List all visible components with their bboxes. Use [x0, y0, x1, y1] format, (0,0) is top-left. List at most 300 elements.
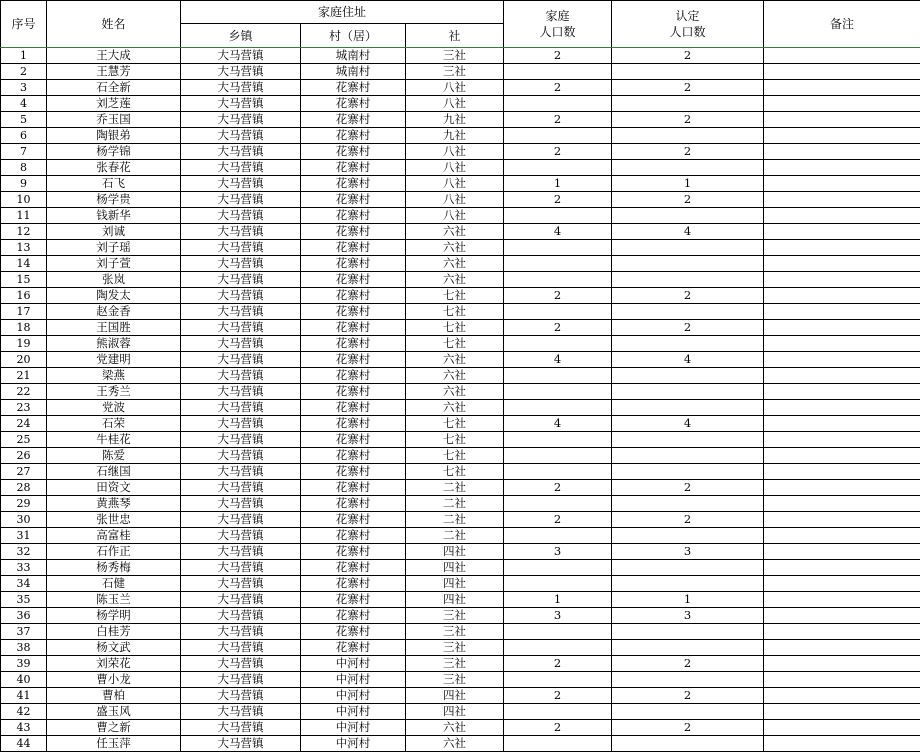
cell-town: 大马营镇: [181, 336, 301, 352]
cell-town: 大马营镇: [181, 96, 301, 112]
cell-village: 中河村: [301, 720, 406, 736]
cell-name: 乔玉国: [47, 112, 181, 128]
cell-household-count: 3: [504, 608, 612, 624]
cell-society: 七社: [406, 448, 504, 464]
cell-society: 八社: [406, 96, 504, 112]
cell-name: 刘芝莲: [47, 96, 181, 112]
header-household-line2: 人口数: [539, 25, 576, 39]
cell-household-count: [504, 464, 612, 480]
cell-seq: 32: [1, 544, 47, 560]
header-society: 社: [406, 24, 504, 48]
table-row: [1, 528, 920, 544]
cell-household-count: 2: [504, 80, 612, 96]
cell-village: 中河村: [301, 672, 406, 688]
cell-seq: 21: [1, 368, 47, 384]
cell-village: 花寨村: [301, 576, 406, 592]
cell-seq: 24: [1, 416, 47, 432]
cell-seq: 44: [1, 736, 47, 752]
cell-remark: [764, 432, 920, 448]
cell-certified-count: [612, 128, 764, 144]
cell-name: 高富桂: [47, 528, 181, 544]
cell-village: 花寨村: [301, 640, 406, 656]
table-row: [1, 48, 920, 64]
cell-society: 六社: [406, 256, 504, 272]
cell-village: 花寨村: [301, 288, 406, 304]
cell-society: 六社: [406, 368, 504, 384]
cell-seq: 39: [1, 656, 47, 672]
cell-seq: 14: [1, 256, 47, 272]
table-row: [1, 464, 920, 480]
cell-society: 七社: [406, 464, 504, 480]
cell-village: 城南村: [301, 48, 406, 64]
cell-remark: [764, 96, 920, 112]
cell-household-count: 2: [504, 144, 612, 160]
cell-society: 八社: [406, 192, 504, 208]
cell-household-count: [504, 432, 612, 448]
cell-name: 梁燕: [47, 368, 181, 384]
cell-town: 大马营镇: [181, 288, 301, 304]
cell-name: 刘荣花: [47, 656, 181, 672]
cell-certified-count: [612, 208, 764, 224]
cell-certified-count: 2: [612, 80, 764, 96]
cell-name: 党波: [47, 400, 181, 416]
cell-society: 七社: [406, 432, 504, 448]
table-row: [1, 176, 920, 192]
cell-certified-count: [612, 464, 764, 480]
cell-remark: [764, 336, 920, 352]
table-row: [1, 560, 920, 576]
cell-household-count: [504, 96, 612, 112]
table-row: [1, 384, 920, 400]
cell-society: 七社: [406, 304, 504, 320]
cell-village: 中河村: [301, 656, 406, 672]
cell-society: 六社: [406, 352, 504, 368]
cell-society: 七社: [406, 288, 504, 304]
cell-village: 花寨村: [301, 624, 406, 640]
cell-village: 花寨村: [301, 224, 406, 240]
cell-village: 花寨村: [301, 192, 406, 208]
cell-seq: 19: [1, 336, 47, 352]
cell-seq: 36: [1, 608, 47, 624]
cell-name: 石全新: [47, 80, 181, 96]
cell-name: 张岚: [47, 272, 181, 288]
cell-household-count: [504, 240, 612, 256]
cell-seq: 3: [1, 80, 47, 96]
cell-name: 石飞: [47, 176, 181, 192]
cell-seq: 16: [1, 288, 47, 304]
header-village: 村（居）: [301, 24, 406, 48]
cell-certified-count: 2: [612, 720, 764, 736]
cell-household-count: [504, 704, 612, 720]
table-row: [1, 720, 920, 736]
table-row: [1, 352, 920, 368]
cell-name: 陈爱: [47, 448, 181, 464]
cell-certified-count: [612, 240, 764, 256]
header-seq: 序号: [1, 1, 47, 48]
cell-name: 陶发太: [47, 288, 181, 304]
cell-village: 花寨村: [301, 304, 406, 320]
cell-name: 刘子瑶: [47, 240, 181, 256]
cell-society: 三社: [406, 656, 504, 672]
cell-village: 花寨村: [301, 512, 406, 528]
cell-certified-count: [612, 560, 764, 576]
cell-household-count: [504, 576, 612, 592]
cell-town: 大马营镇: [181, 320, 301, 336]
cell-town: 大马营镇: [181, 352, 301, 368]
cell-remark: [764, 224, 920, 240]
cell-remark: [764, 720, 920, 736]
cell-society: 二社: [406, 480, 504, 496]
cell-certified-count: 2: [612, 480, 764, 496]
header-household-count: [504, 1, 612, 48]
table-row: [1, 272, 920, 288]
cell-name: 赵金香: [47, 304, 181, 320]
cell-society: 六社: [406, 736, 504, 752]
cell-certified-count: [612, 304, 764, 320]
cell-name: 白桂芳: [47, 624, 181, 640]
cell-household-count: 2: [504, 192, 612, 208]
cell-village: 花寨村: [301, 464, 406, 480]
cell-society: 九社: [406, 112, 504, 128]
cell-name: 张世忠: [47, 512, 181, 528]
cell-society: 二社: [406, 528, 504, 544]
table-row: [1, 256, 920, 272]
cell-village: 花寨村: [301, 128, 406, 144]
cell-society: 六社: [406, 720, 504, 736]
cell-town: 大马营镇: [181, 576, 301, 592]
cell-certified-count: [612, 624, 764, 640]
cell-seq: 22: [1, 384, 47, 400]
cell-seq: 25: [1, 432, 47, 448]
cell-household-count: [504, 304, 612, 320]
table-row: [1, 512, 920, 528]
cell-remark: [764, 208, 920, 224]
cell-name: 陶银弟: [47, 128, 181, 144]
cell-seq: 33: [1, 560, 47, 576]
table-row: [1, 640, 920, 656]
cell-society: 八社: [406, 144, 504, 160]
cell-certified-count: [612, 272, 764, 288]
table-row: [1, 96, 920, 112]
cell-certified-count: [612, 64, 764, 80]
table-row: [1, 64, 920, 80]
cell-society: 四社: [406, 576, 504, 592]
cell-town: 大马营镇: [181, 688, 301, 704]
cell-remark: [764, 592, 920, 608]
cell-seq: 26: [1, 448, 47, 464]
header-row-top: [1, 1, 920, 24]
cell-certified-count: 2: [612, 288, 764, 304]
cell-village: 花寨村: [301, 528, 406, 544]
cell-village: 花寨村: [301, 80, 406, 96]
cell-certified-count: 3: [612, 608, 764, 624]
cell-town: 大马营镇: [181, 368, 301, 384]
cell-village: 中河村: [301, 704, 406, 720]
cell-town: 大马营镇: [181, 608, 301, 624]
cell-town: 大马营镇: [181, 128, 301, 144]
cell-society: 六社: [406, 400, 504, 416]
cell-name: 石健: [47, 576, 181, 592]
cell-name: 王国胜: [47, 320, 181, 336]
cell-remark: [764, 544, 920, 560]
cell-household-count: 2: [504, 720, 612, 736]
cell-village: 花寨村: [301, 96, 406, 112]
table-body: [1, 48, 920, 752]
cell-name: 刘诚: [47, 224, 181, 240]
cell-village: 花寨村: [301, 432, 406, 448]
cell-certified-count: [612, 96, 764, 112]
cell-household-count: [504, 64, 612, 80]
table-row: [1, 448, 920, 464]
cell-household-count: [504, 128, 612, 144]
cell-society: 四社: [406, 560, 504, 576]
cell-remark: [764, 144, 920, 160]
cell-remark: [764, 416, 920, 432]
table-row: [1, 112, 920, 128]
cell-village: 花寨村: [301, 256, 406, 272]
cell-certified-count: [612, 432, 764, 448]
cell-household-count: 2: [504, 656, 612, 672]
cell-society: 八社: [406, 160, 504, 176]
table-row: [1, 336, 920, 352]
cell-household-count: 1: [504, 176, 612, 192]
cell-household-count: [504, 400, 612, 416]
cell-seq: 23: [1, 400, 47, 416]
cell-household-count: [504, 496, 612, 512]
table-row: [1, 400, 920, 416]
cell-town: 大马营镇: [181, 560, 301, 576]
cell-society: 六社: [406, 240, 504, 256]
cell-town: 大马营镇: [181, 304, 301, 320]
cell-remark: [764, 624, 920, 640]
cell-household-count: 3: [504, 544, 612, 560]
cell-seq: 38: [1, 640, 47, 656]
cell-remark: [764, 704, 920, 720]
table-row: [1, 496, 920, 512]
table-row: [1, 736, 920, 752]
cell-remark: [764, 256, 920, 272]
cell-seq: 20: [1, 352, 47, 368]
cell-household-count: 4: [504, 352, 612, 368]
table-row: [1, 576, 920, 592]
cell-village: 花寨村: [301, 384, 406, 400]
cell-name: 曹小龙: [47, 672, 181, 688]
cell-town: 大马营镇: [181, 480, 301, 496]
cell-town: 大马营镇: [181, 496, 301, 512]
cell-society: 九社: [406, 128, 504, 144]
cell-name: 石作正: [47, 544, 181, 560]
cell-town: 大马营镇: [181, 432, 301, 448]
cell-household-count: 4: [504, 416, 612, 432]
cell-remark: [764, 288, 920, 304]
cell-society: 八社: [406, 176, 504, 192]
cell-certified-count: 2: [612, 656, 764, 672]
cell-society: 七社: [406, 416, 504, 432]
cell-town: 大马营镇: [181, 256, 301, 272]
cell-remark: [764, 64, 920, 80]
table-row: [1, 240, 920, 256]
header-household-line1: 家庭: [545, 9, 570, 23]
cell-town: 大马营镇: [181, 656, 301, 672]
cell-certified-count: [612, 256, 764, 272]
table-row: [1, 672, 920, 688]
cell-remark: [764, 272, 920, 288]
cell-village: 花寨村: [301, 176, 406, 192]
cell-certified-count: [612, 384, 764, 400]
cell-town: 大马营镇: [181, 240, 301, 256]
cell-seq: 42: [1, 704, 47, 720]
header-certified-line2: 人口数: [669, 25, 706, 39]
cell-remark: [764, 320, 920, 336]
cell-name: 杨学锦: [47, 144, 181, 160]
cell-household-count: 2: [504, 288, 612, 304]
cell-seq: 43: [1, 720, 47, 736]
cell-seq: 29: [1, 496, 47, 512]
table-row: [1, 144, 920, 160]
cell-village: 花寨村: [301, 608, 406, 624]
cell-remark: [764, 528, 920, 544]
cell-household-count: [504, 672, 612, 688]
cell-town: 大马营镇: [181, 672, 301, 688]
cell-household-count: 2: [504, 688, 612, 704]
cell-certified-count: [612, 368, 764, 384]
cell-remark: [764, 384, 920, 400]
cell-society: 七社: [406, 336, 504, 352]
cell-name: 杨文武: [47, 640, 181, 656]
cell-certified-count: 2: [612, 512, 764, 528]
cell-certified-count: [612, 672, 764, 688]
cell-town: 大马营镇: [181, 592, 301, 608]
cell-certified-count: 1: [612, 176, 764, 192]
cell-household-count: [504, 368, 612, 384]
cell-remark: [764, 672, 920, 688]
cell-town: 大马营镇: [181, 448, 301, 464]
table-row: [1, 656, 920, 672]
cell-remark: [764, 304, 920, 320]
table-row: [1, 224, 920, 240]
cell-name: 曹柏: [47, 688, 181, 704]
cell-seq: 10: [1, 192, 47, 208]
cell-remark: [764, 464, 920, 480]
cell-town: 大马营镇: [181, 272, 301, 288]
cell-village: 花寨村: [301, 272, 406, 288]
cell-seq: 30: [1, 512, 47, 528]
cell-seq: 9: [1, 176, 47, 192]
table-row: [1, 592, 920, 608]
cell-household-count: [504, 624, 612, 640]
cell-certified-count: 2: [612, 320, 764, 336]
cell-remark: [764, 192, 920, 208]
cell-seq: 6: [1, 128, 47, 144]
cell-seq: 7: [1, 144, 47, 160]
cell-remark: [764, 640, 920, 656]
cell-name: 张春花: [47, 160, 181, 176]
cell-name: 王大成: [47, 48, 181, 64]
cell-name: 杨学明: [47, 608, 181, 624]
cell-household-count: [504, 736, 612, 752]
cell-remark: [764, 576, 920, 592]
cell-household-count: 2: [504, 112, 612, 128]
cell-town: 大马营镇: [181, 80, 301, 96]
table-row: [1, 304, 920, 320]
cell-remark: [764, 352, 920, 368]
cell-seq: 2: [1, 64, 47, 80]
cell-remark: [764, 496, 920, 512]
cell-name: 盛玉风: [47, 704, 181, 720]
cell-name: 刘子萱: [47, 256, 181, 272]
cell-seq: 12: [1, 224, 47, 240]
cell-household-count: [504, 384, 612, 400]
cell-name: 熊淑蓉: [47, 336, 181, 352]
cell-remark: [764, 80, 920, 96]
cell-remark: [764, 448, 920, 464]
cell-town: 大马营镇: [181, 416, 301, 432]
cell-seq: 17: [1, 304, 47, 320]
cell-household-count: [504, 272, 612, 288]
cell-remark: [764, 656, 920, 672]
cell-society: 四社: [406, 592, 504, 608]
cell-society: 三社: [406, 608, 504, 624]
cell-household-count: 2: [504, 48, 612, 64]
table-row: [1, 416, 920, 432]
cell-certified-count: 2: [612, 144, 764, 160]
cell-name: 石荣: [47, 416, 181, 432]
cell-village: 中河村: [301, 688, 406, 704]
cell-name: 石继国: [47, 464, 181, 480]
header-town: 乡镇: [181, 24, 301, 48]
cell-household-count: [504, 560, 612, 576]
cell-name: 党建明: [47, 352, 181, 368]
cell-seq: 13: [1, 240, 47, 256]
table-row: [1, 480, 920, 496]
cell-village: 中河村: [301, 736, 406, 752]
cell-seq: 11: [1, 208, 47, 224]
cell-name: 田资文: [47, 480, 181, 496]
cell-seq: 15: [1, 272, 47, 288]
cell-certified-count: 2: [612, 688, 764, 704]
cell-town: 大马营镇: [181, 384, 301, 400]
cell-household-count: 2: [504, 480, 612, 496]
cell-remark: [764, 368, 920, 384]
header-name: 姓名: [47, 1, 181, 48]
cell-name: 黄燕琴: [47, 496, 181, 512]
table-row: [1, 432, 920, 448]
cell-certified-count: [612, 496, 764, 512]
cell-town: 大马营镇: [181, 544, 301, 560]
cell-society: 三社: [406, 64, 504, 80]
cell-remark: [764, 160, 920, 176]
cell-household-count: 2: [504, 320, 612, 336]
cell-village: 花寨村: [301, 336, 406, 352]
cell-remark: [764, 688, 920, 704]
cell-remark: [764, 240, 920, 256]
header-certified-line1: 认定: [675, 9, 700, 23]
cell-household-count: [504, 448, 612, 464]
cell-certified-count: [612, 160, 764, 176]
header-certified-count: [612, 1, 764, 48]
cell-town: 大马营镇: [181, 192, 301, 208]
cell-certified-count: [612, 704, 764, 720]
cell-society: 二社: [406, 496, 504, 512]
table-row: [1, 704, 920, 720]
cell-household-count: [504, 256, 612, 272]
cell-certified-count: 4: [612, 416, 764, 432]
cell-town: 大马营镇: [181, 64, 301, 80]
cell-society: 三社: [406, 48, 504, 64]
cell-town: 大马营镇: [181, 736, 301, 752]
table-row: [1, 160, 920, 176]
header-remark: 备注: [764, 1, 920, 48]
